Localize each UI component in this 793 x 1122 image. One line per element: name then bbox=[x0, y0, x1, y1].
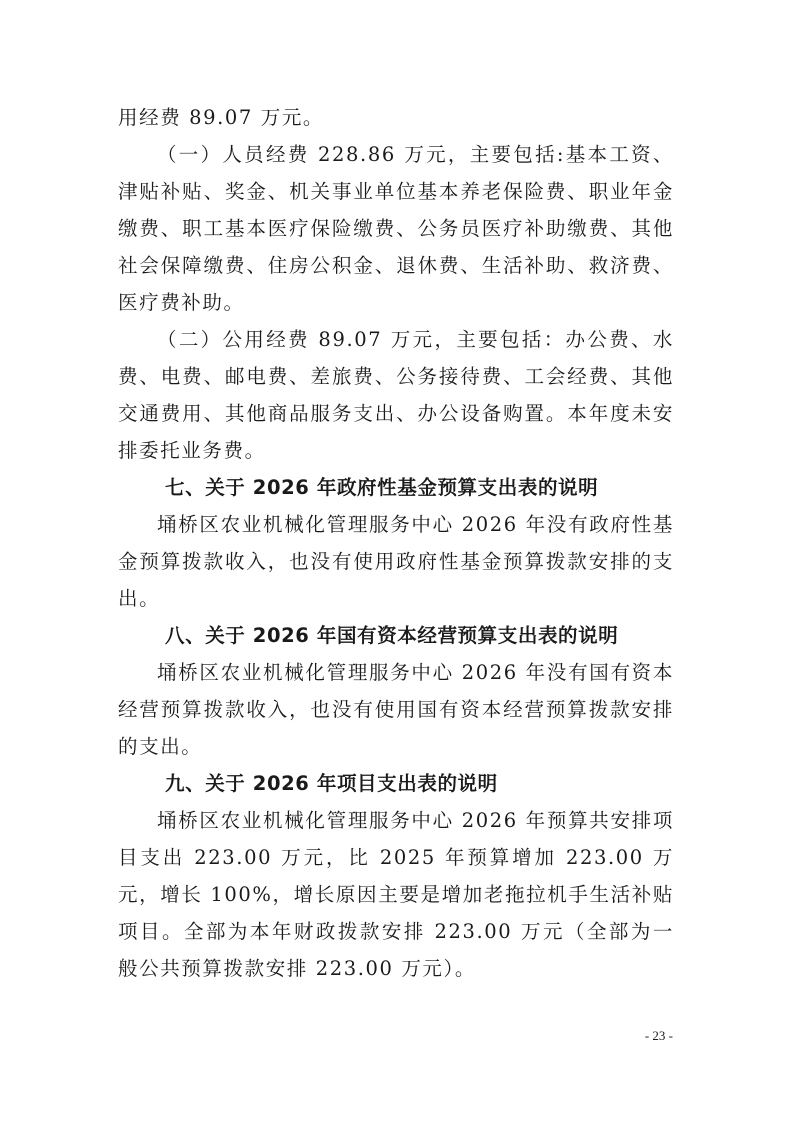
paragraph-state-capital: 埇桥区农业机械化管理服务中心 2026 年没有国有资本经营预算拨款收入，也没有使用国有资本经营预算拨款安排的支出。 bbox=[118, 661, 674, 758]
paragraph-public-expenses: （二）公用经费 89.07 万元，主要包括：办公费、水费、电费、邮电费、差旅费、公务接待费、工会经费、其他交通费用、其他商品服务支出、办公设备购置。本年度未安排委托业务费。 bbox=[118, 328, 674, 462]
paragraph-personnel-expenses: （一）人员经费 228.86 万元，主要包括:基本工资、津贴补贴、奖金、机关事业单位基本养老保险费、职业年金缴费、职工基本医疗保险缴费、公务员医疗补助缴费、其他社会保障缴费、住房公积金、退休费、生活补助、救济费、医疗费补助。 bbox=[118, 143, 674, 314]
paragraph-continuation: 用经费 89.07 万元。 bbox=[118, 106, 325, 129]
paragraph-project-expenses: 埇桥区农业机械化管理服务中心 2026 年预算共安排项目支出 223.00 万元，比 2025 年预算增加 223.00 万元，增长 100%，增长原因主要是增加老拖拉机手生活补贴项目。全部为本年财政拨款安排 223.00 万元（全部为一般公共预算拨款安排 223.00 万元）。 bbox=[118, 809, 674, 980]
heading-section-8: 八、关于 2026 年国有资本经营预算支出表的说明 bbox=[165, 624, 619, 647]
page-number: - 23 - bbox=[644, 1028, 673, 1043]
heading-section-9: 九、关于 2026 年项目支出表的说明 bbox=[165, 772, 498, 795]
document-body bbox=[118, 99, 674, 987]
paragraph-government-fund: 埇桥区农业机械化管理服务中心 2026 年没有政府性基金预算拨款收入，也没有使用政府性基金预算拨款安排的支出。 bbox=[118, 513, 674, 610]
heading-section-7: 七、关于 2026 年政府性基金预算支出表的说明 bbox=[165, 476, 599, 499]
